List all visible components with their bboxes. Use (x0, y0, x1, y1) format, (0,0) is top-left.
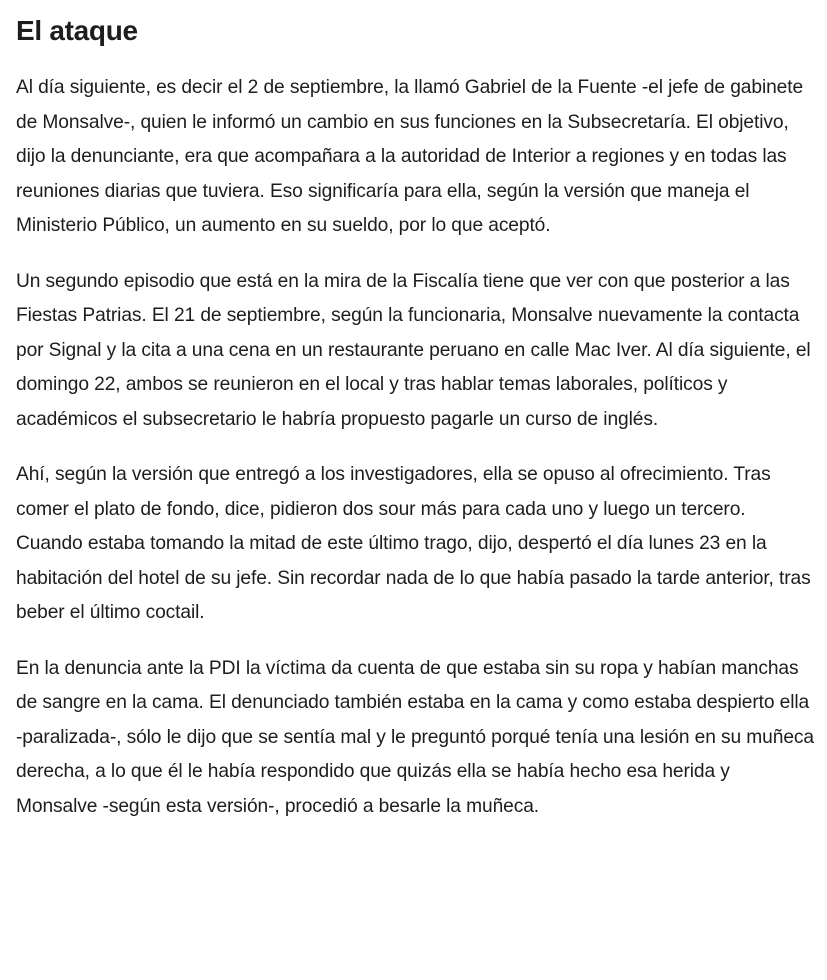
article-paragraph-2: Un segundo episodio que está en la mira de la Fiscalía tiene que ver con que posterior a las Fiestas Patrias. El 21 de septiembre, según la funcionaria, Monsalve nuevamente la contacta por Signal y la cita a una cena en un restaurante peruano en calle Mac Iver. Al día siguiente, el domingo 22, ambos se reunieron en el local y tras hablar temas laborales, políticos y académicos el subsecretario le habría propuesto pagarle un curso de inglés. (16, 270, 811, 430)
article-paragraph-3: Ahí, según la versión que entregó a los investigadores, ella se opuso al ofrecimiento. Tras comer el plato de fondo, dice, pidieron dos sour más para cada uno y luego un tercero. Cuando estaba tomando la mitad de este último trago, dijo, despertó el día lunes 23 en la habitación del hotel de su jefe. Sin recordar nada de lo que había pasado la tarde anterior, tras beber el último coctail. (16, 464, 811, 623)
article-paragraph-4: En la denuncia ante la PDI la víctima da cuenta de que estaba sin su ropa y habían manchas de sangre en la cama. El denunciado también estaba en la cama y como estaba despierto ella -paralizada-, sólo le dijo que se sentía mal y le preguntó porqué tenía una lesión en su muñeca derecha, a lo que él le había respondido que quizás ella se había hecho esa herida y Monsalve -según esta versión-, procedió a besarle la muñeca. (16, 657, 814, 817)
section-heading: El ataque (16, 15, 138, 46)
article-paragraph-1: Al día siguiente, es decir el 2 de septiembre, la llamó Gabriel de la Fuente -el jefe de gabinete de Monsalve-, quien le informó un cambio en sus funciones en la Subsecretaría. El objetivo, dijo la denunciante, era que acompañara a la autoridad de Interior a regiones y en todas las reuniones diarias que tuviera. Eso significaría para ella, según la versión que maneja el Ministerio Público, un aumento en su sueldo, por lo que aceptó. (16, 77, 804, 236)
article (16, 0, 816, 824)
